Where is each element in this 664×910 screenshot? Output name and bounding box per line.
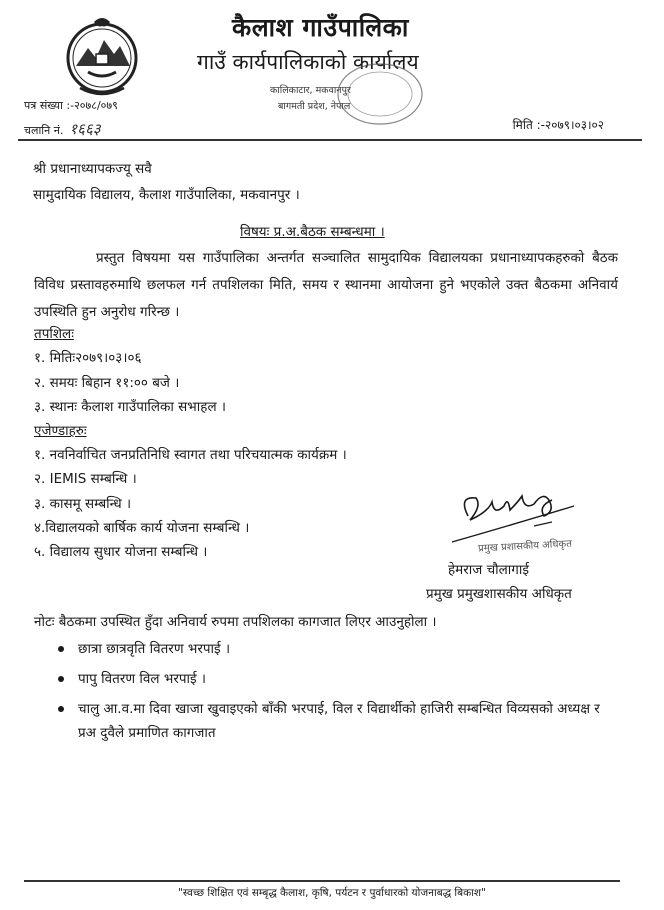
header-divider [18, 139, 642, 141]
details-item: २. समयः बिहान ११:०० बजे । [34, 375, 180, 391]
dispatch-value: १६६३ [69, 120, 101, 138]
agenda-heading: एजेण्डाहरुः [34, 423, 87, 439]
address-line-1: कालिकाटार, मकवानपुर [270, 85, 351, 96]
dispatch-number [24, 119, 101, 139]
footer-motto: "स्वच्छ शिक्षित एवं सम्बृद्ध कैलाश, कृषि, पर्यटन र पुर्वाधारको योजनाबद्ध बिकाश" [178, 887, 486, 899]
details-item: ३. स्थानः कैलाश गाउँपालिका सभाहल । [34, 399, 227, 415]
bullet-icon [58, 676, 64, 682]
org-name: कैलाश गाउँपालिका [232, 13, 409, 42]
note-heading: नोटः बैठकमा उपस्थित हुँदा अनिवार्य रुपमा तपशिलका कागजात लिएर आउनुहोला । [34, 614, 437, 630]
dispatch-label: चलानि नं. [24, 124, 64, 137]
agenda-item: २. IEMIS सम्बन्धि । [34, 471, 137, 487]
list-item [58, 667, 618, 691]
address-line-2: बागमती प्रदेश, नेपाल [278, 101, 351, 112]
nepal-emblem-icon [58, 14, 146, 96]
note-item-text: चालु आ.व.मा दिवा खाजा खुवाइएको बाँकी भरपाई, विल र विद्यार्थीको हाजिरी सम्बन्धित विव्यसको अध्यक्ष र प्रअ दुवैले प्रमाणित कागजात [78, 701, 600, 741]
details-heading: तपशिलः [34, 326, 74, 342]
signature-stamp: प्रमुख प्रशासकीय अधिकृत [477, 538, 573, 555]
agenda-item: ५. विद्यालय सुधार योजना सम्बन्धि । [34, 544, 208, 560]
agenda-item: ४.विद्यालयको बार्षिक कार्य योजना सम्बन्धि । [34, 520, 250, 536]
agenda-item: १. नवनिर्वाचित जनप्रतिनिधि स्वागत तथा परिचयात्मक कार्यक्रम । [34, 447, 347, 463]
bullet-icon [58, 646, 64, 652]
office-stamp-icon [292, 60, 432, 130]
details-item: १. मितिः२०७९।०३।०६ [34, 350, 142, 366]
bullet-icon [58, 706, 64, 712]
recipient-line-2: सामुदायिक विद्यालय, कैलाश गाउँपालिका, मकवानपुर । [33, 187, 300, 203]
signatory-title: प्रमुख प्रमुखशासकीय अधिकृत [426, 586, 572, 602]
note-item-text: पापु वितरण विल भरपाई । [78, 671, 207, 687]
signatory-name: हेमराज चौलागाई [448, 562, 530, 578]
office-name: गाउँ कार्यपालिकाको कार्यालय [197, 50, 419, 74]
agenda-item: ३. कासमू सम्बन्धि । [34, 496, 132, 512]
subject-line: विषयः प्र.अ.बैठक सम्बन्धमा । [240, 224, 385, 240]
note-item-text: छात्रा छात्रवृति वितरण भरपाई । [78, 641, 231, 657]
list-item [58, 697, 618, 745]
letter-number: पत्र संख्या :-२०७८/०७९ [24, 99, 118, 112]
body-paragraph: प्रस्तुत विषयमा यस गाउँपालिका अन्तर्गत सञ्चालित सामुदायिक विद्यालयका प्रधानाध्यापकहरुको बैठक विविध प्रस्तावहरुमाथि छलफल गर्न तपशिलका मिति, समय र स्थानमा आयोजना हुने भएकोले उक्त बैठकमा अनिवार्य उपस्थिति हुन अनुरोध गरिन्छ । [34, 250, 618, 320]
footer-divider [24, 880, 620, 882]
recipient-line-1: श्री प्रधानाध्यापकज्यू सवै [33, 161, 152, 177]
list-item [58, 637, 618, 661]
note-list [58, 637, 618, 751]
letter-date: मिति :-२०७९।०३।०२ [512, 118, 604, 132]
